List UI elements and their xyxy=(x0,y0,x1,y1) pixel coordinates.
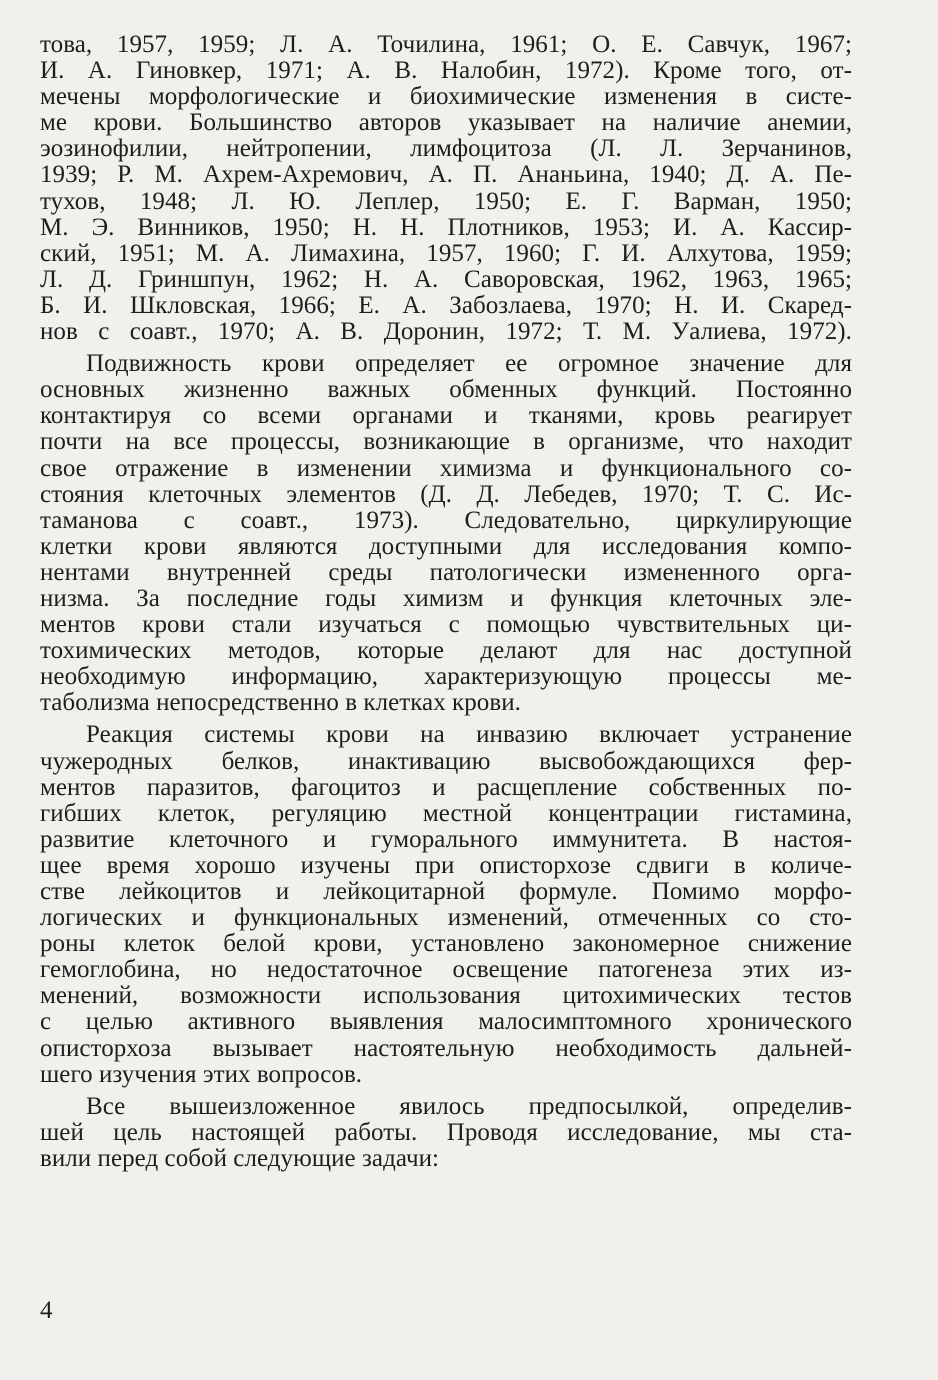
text-line: чужеродных белков, инактивацию высвобождающихся фер- xyxy=(40,747,852,775)
paragraph-2 xyxy=(40,351,852,716)
text-line: нентами внутренней среды патологически измененного орга- xyxy=(40,558,852,586)
text-line: това, 1957, 1959; Л. А. Точилина, 1961; О. Е. Савчук, 1967; xyxy=(40,31,852,58)
text-line: гибших клеток, регуляцию местной концентрации гистамина, xyxy=(40,799,852,827)
text-line: роны клеток белой крови, установлено закономерное снижение xyxy=(40,930,852,958)
text-line: ментов паразитов, фагоцитоз и расщепление собственных по- xyxy=(40,773,852,801)
paragraph-1 xyxy=(40,32,852,345)
text-line: вили перед собой следующие задачи: xyxy=(40,1144,440,1172)
text-line: шей цель настоящей работы. Проводя исследование, мы ста- xyxy=(40,1118,852,1146)
text-line: Реакция системы крови на инвазию включает устранение xyxy=(86,721,852,749)
text-line: И. А. Гиновкер, 1971; А. В. Налобин, 1972). Кроме того, от- xyxy=(40,57,852,85)
paragraph-3 xyxy=(40,722,852,1087)
text-line: описторхоза вызывает настоятельную необходимость дальней- xyxy=(40,1034,852,1062)
text-line: почти на все процессы, возникающие в организме, что находит xyxy=(40,428,852,456)
text-line: эозинофилии, нейтропении, лимфоцитоза (Л. Л. Зерчанинов, xyxy=(40,135,852,163)
text-line: таболизма непосредственно в клетках крови. xyxy=(40,689,521,717)
text-line: мечены морфологические и биохимические изменения в систе- xyxy=(40,83,852,111)
text-line: М. Э. Винников, 1950; Н. Н. Плотников, 1953; И. А. Кассир- xyxy=(40,213,852,241)
text-line: Б. И. Шкловская, 1966; Е. А. Забозлаева, 1970; Н. И. Скаред- xyxy=(40,291,852,319)
page-number: 4 xyxy=(40,1297,53,1324)
text-line: Подвижность крови определяет ее огромное значение для xyxy=(86,350,852,378)
text-line: низма. За последние годы химизм и функция клеточных эле- xyxy=(40,584,852,612)
text-line: основных жизненно важных обменных функций. Постоянно xyxy=(40,376,852,404)
text-line: менений, возможности использования цитохимических тестов xyxy=(40,982,852,1010)
text-line: с целью активного выявления малосимптомного хронического xyxy=(40,1008,852,1036)
text-line: 1939; Р. М. Ахрем-Ахремович, А. П. Ананьина, 1940; Д. А. Пе- xyxy=(40,161,852,189)
text-line: логических и функциональных изменений, отмеченных со сто- xyxy=(40,904,852,932)
text-line: Все вышеизложенное явилось предпосылкой, определив- xyxy=(86,1092,852,1120)
text-line: свое отражение в изменении химизма и функционального со- xyxy=(40,454,852,482)
text-line: необходимую информацию, характеризующую процессы ме- xyxy=(40,663,852,691)
text-line: Л. Д. Гриншпун, 1962; Н. А. Саворовская, 1962, 1963, 1965; xyxy=(40,265,852,293)
text-line: стве лейкоцитов и лейкоцитарной формуле. Помимо морфо- xyxy=(40,878,852,905)
paragraph-4 xyxy=(40,1094,852,1172)
text-line: ме крови. Большинство авторов указывает на наличие анемии, xyxy=(40,109,852,137)
text-line: гемоглобина, но недостаточное освещение патогенеза этих из- xyxy=(40,956,852,984)
text-line: тухов, 1948; Л. Ю. Леплер, 1950; Е. Г. Варман, 1950; xyxy=(40,187,852,215)
text-line: развитие клеточного и гуморального иммунитета. В настоя- xyxy=(40,825,852,853)
text-line: контактируя со всеми органами и тканями, кровь реагирует xyxy=(40,402,852,430)
text-line: шего изучения этих вопросов. xyxy=(40,1060,363,1088)
text-line: тохимических методов, которые делают для нас доступной xyxy=(40,637,852,665)
text-line: ментов крови стали изучаться с помощью чувствительных ци- xyxy=(40,611,852,639)
text-line: клетки крови являются доступными для исследования компо- xyxy=(40,532,852,560)
text-line: ский, 1951; М. А. Лимахина, 1957, 1960; Г. И. Алхутова, 1959; xyxy=(40,239,852,267)
text-line: щее время хорошо изучены при описторхозе сдвиги в количе- xyxy=(40,851,852,879)
text-line: стояния клеточных элементов (Д. Д. Лебедев, 1970; Т. С. Ис- xyxy=(40,480,852,508)
page-text xyxy=(40,32,852,1172)
text-line: таманова с соавт., 1973). Следовательно, циркулирующие xyxy=(40,506,852,534)
text-line: нов с соавт., 1970; А. В. Доронин, 1972; Т. М. Уалиева, 1972). xyxy=(40,318,852,346)
